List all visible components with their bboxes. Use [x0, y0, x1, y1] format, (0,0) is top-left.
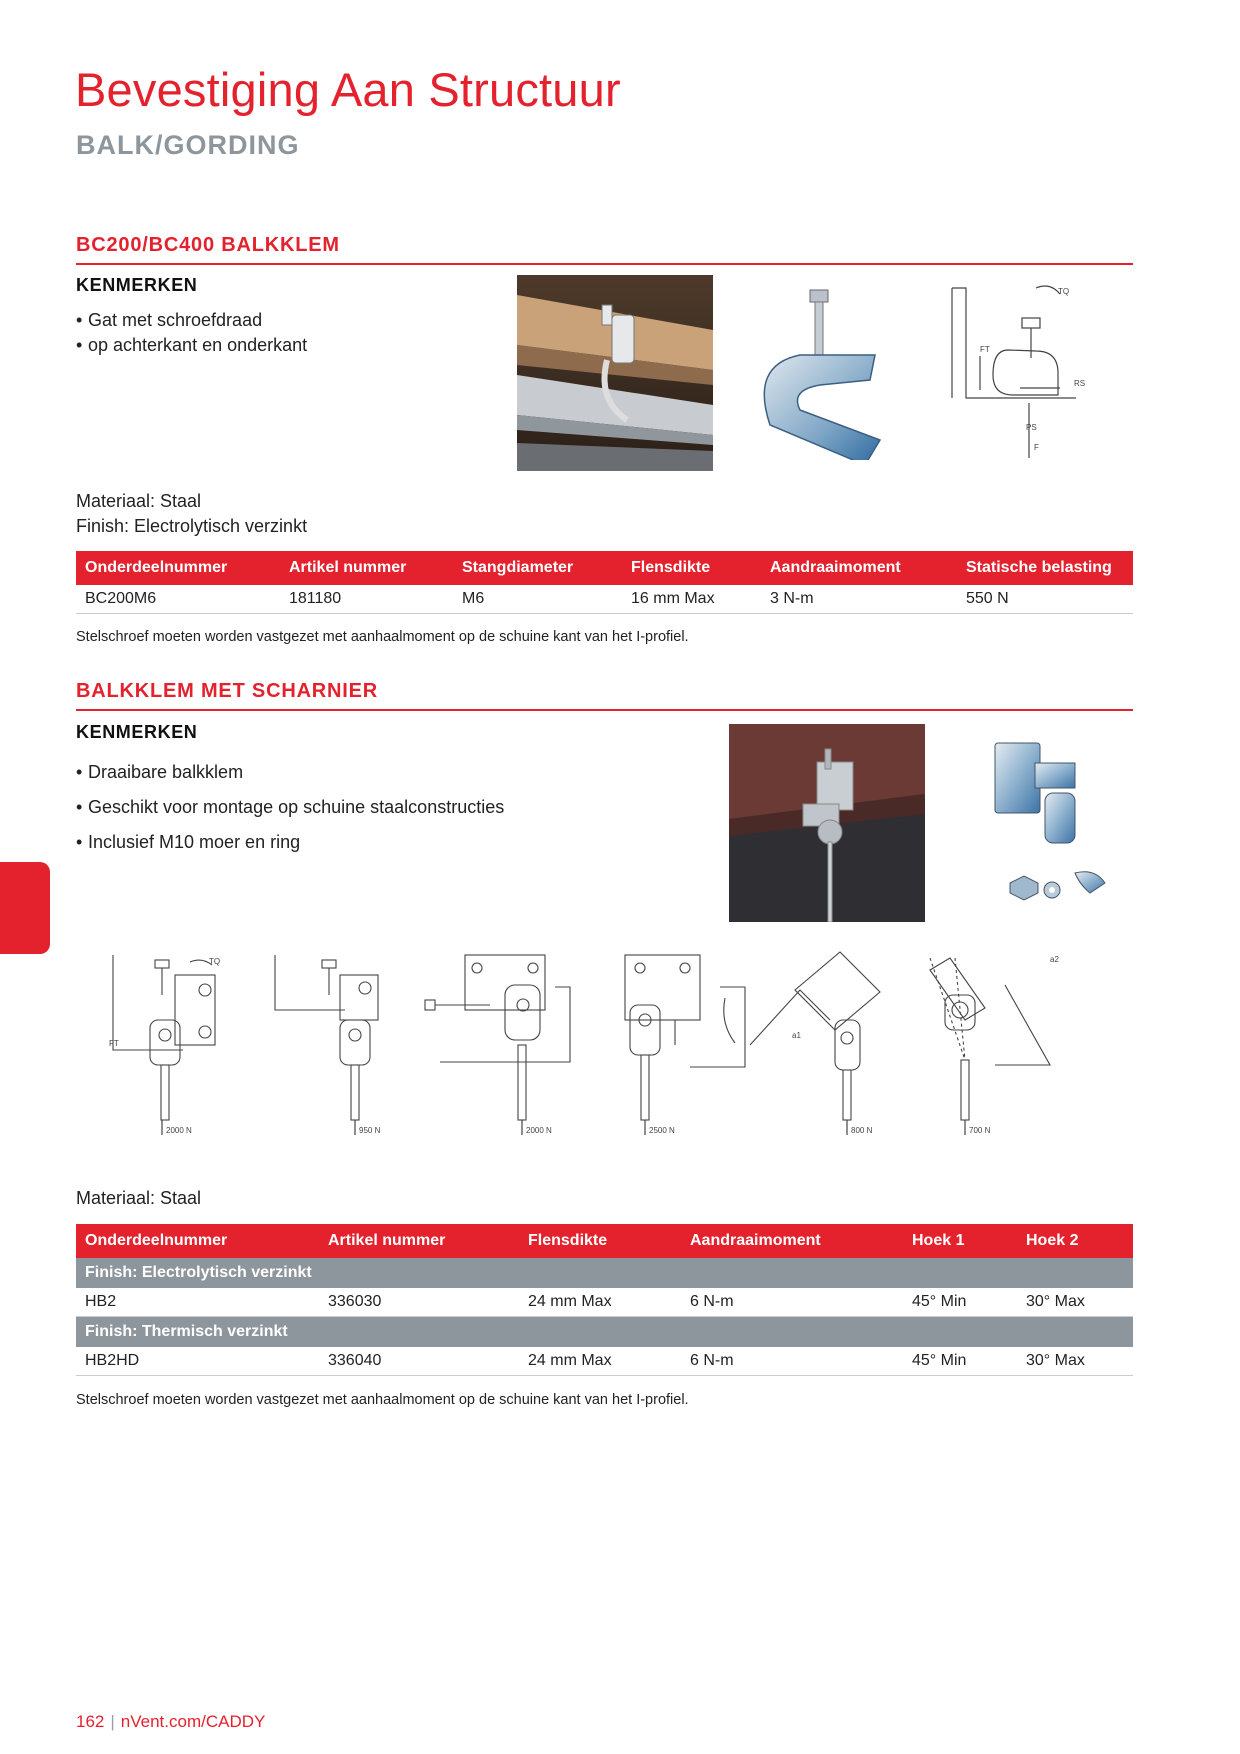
footer	[76, 1712, 265, 1732]
col-header: Flensdikte	[622, 551, 761, 585]
label-rs: RS	[1074, 379, 1086, 388]
product-photo-installed	[517, 275, 713, 471]
col-header: Onderdeelnummer	[76, 551, 280, 585]
table-row	[76, 585, 1133, 614]
col-header: Hoek 2	[1017, 1224, 1133, 1258]
feature-item-continuation: • op achterkant en onderkant	[76, 333, 307, 358]
diagram-bc200	[950, 278, 1100, 473]
load-label-4: 2500 N	[649, 1126, 675, 1135]
diagram-hb2-load-cases	[95, 950, 1145, 1135]
table-cell: 6 N-m	[681, 1288, 903, 1317]
label-a1: a1	[792, 1031, 801, 1040]
table-cell: HB2	[76, 1288, 319, 1317]
table-row	[76, 1288, 1133, 1317]
table-cell: 336040	[319, 1347, 519, 1376]
page-number: 162	[76, 1712, 105, 1731]
col-header: Statische belasting	[957, 551, 1133, 585]
table-header-row	[76, 1224, 1133, 1258]
table-cell: 30° Max	[1017, 1288, 1133, 1317]
features-heading: KENMERKEN	[76, 275, 198, 295]
table-cell: 16 mm Max	[622, 585, 761, 614]
spec-table-hb2	[76, 1224, 1133, 1376]
label-f: F	[1034, 443, 1039, 452]
label-ft: FT	[980, 345, 990, 354]
footer-separator: |	[110, 1712, 115, 1731]
load-label-5: 800 N	[851, 1126, 873, 1135]
table-cell: 336030	[319, 1288, 519, 1317]
table-row	[76, 1347, 1133, 1376]
feature-item: • Gat met schroefdraad	[76, 308, 307, 333]
load-label-3: 2000 N	[526, 1126, 552, 1135]
product-photo-hb2-installed	[729, 724, 925, 922]
load-label-6: 700 N	[969, 1126, 991, 1135]
col-header: Stangdiameter	[453, 551, 622, 585]
col-header: Hoek 1	[903, 1224, 1017, 1258]
footer-link[interactable]: nVent.com/CADDY	[120, 1712, 266, 1731]
table-cell: 550 N	[957, 585, 1133, 614]
table-cell: 45° Min	[903, 1288, 1017, 1317]
table-cell: 24 mm Max	[519, 1288, 681, 1317]
material-text: Materiaal: Staal	[76, 491, 202, 511]
features-list	[76, 308, 307, 358]
table-cell: 181180	[280, 585, 453, 614]
table-cell: HB2HD	[76, 1347, 319, 1376]
col-header: Artikel nummer	[280, 551, 453, 585]
col-header: Aandraaimoment	[681, 1224, 903, 1258]
col-header: Onderdeelnummer	[76, 1224, 319, 1258]
table-cell: 3 N-m	[761, 585, 957, 614]
chapter-tab	[0, 862, 50, 954]
label-tq: TQ	[1058, 287, 1070, 296]
table-cell: 45° Min	[903, 1347, 1017, 1376]
group-label: Finish: Electrolytisch verzinkt	[76, 1258, 1133, 1288]
install-note: Stelschroef moeten worden vastgezet met aanhaalmoment op de schuine kant van het I-profiel.	[76, 1392, 689, 1408]
page-title: Bevestiging Aan Structuur	[75, 63, 621, 116]
label-tq: TQ	[209, 957, 221, 966]
install-note: Stelschroef moeten worden vastgezet met aanhaalmoment op de schuine kant van het I-profiel.	[76, 629, 689, 645]
load-label-2: 950 N	[359, 1126, 381, 1135]
features-heading: KENMERKEN	[76, 722, 198, 742]
col-header: Artikel nummer	[319, 1224, 519, 1258]
load-label-1: 2000 N	[166, 1126, 192, 1135]
table-cell: BC200M6	[76, 585, 280, 614]
table-cell: 6 N-m	[681, 1347, 903, 1376]
section-heading-bc200: BC200/BC400 BALKKLEM	[76, 234, 1133, 265]
product-photo-hb2-parts	[990, 738, 1130, 908]
product-photo-bc200	[740, 285, 900, 460]
table-group-row	[76, 1258, 1133, 1288]
feature-item: • Geschikt voor montage op schuine staalconstructies	[76, 790, 504, 825]
table-cell: M6	[453, 585, 622, 614]
spec-table-bc200	[76, 551, 1133, 614]
table-cell: 30° Max	[1017, 1347, 1133, 1376]
label-a2: a2	[1050, 955, 1059, 964]
features-list	[76, 755, 504, 860]
page-subtitle: BALK/GORDING	[76, 130, 300, 160]
table-cell: 24 mm Max	[519, 1347, 681, 1376]
feature-item: • Inclusief M10 moer en ring	[76, 825, 504, 860]
material-text: Materiaal: Staal	[76, 1188, 202, 1208]
table-header-row	[76, 551, 1133, 585]
feature-item: • Draaibare balkklem	[76, 755, 504, 790]
group-label: Finish: Thermisch verzinkt	[76, 1317, 1133, 1348]
finish-text: Finish: Electrolytisch verzinkt	[76, 516, 308, 536]
table-group-row	[76, 1317, 1133, 1348]
label-ft: FT	[109, 1039, 119, 1048]
label-ps: PS	[1026, 423, 1037, 432]
col-header: Flensdikte	[519, 1224, 681, 1258]
col-header: Aandraaimoment	[761, 551, 957, 585]
section-heading-scharnier: BALKKLEM MET SCHARNIER	[76, 680, 1133, 711]
